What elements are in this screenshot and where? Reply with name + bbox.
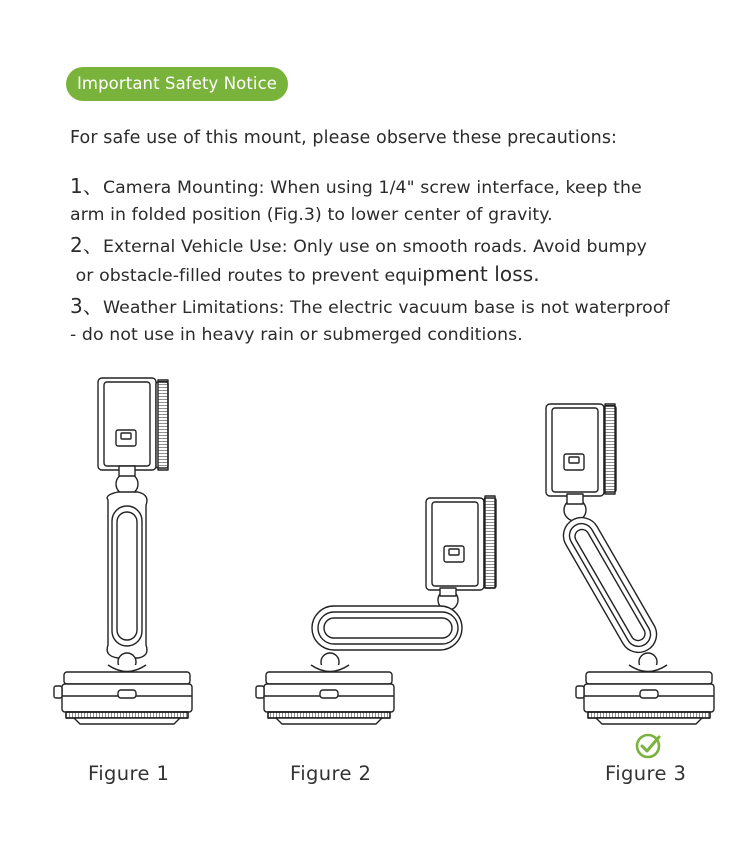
figure-2-mount	[256, 496, 496, 724]
item-text: Weather Limitations: The electric vacuum base is not waterproof	[102, 298, 670, 318]
precaution-item-3	[70, 293, 670, 349]
precaution-item-2	[70, 232, 647, 290]
figure-1-caption: Figure 1	[88, 762, 170, 785]
item-text: Camera Mounting: When using 1/4" screw interface, keep the	[102, 178, 642, 198]
mount-illustrations	[0, 360, 750, 730]
item-text: External Vehicle Use: Only use on smooth roads. Avoid bumpy	[102, 237, 647, 257]
item-text-continued: arm in folded position (Fig.3) to lower center of gravity.	[70, 205, 553, 225]
checkmark-icon	[635, 733, 663, 759]
figure-3-mount	[546, 404, 714, 724]
safety-notice-badge: Important Safety Notice	[66, 67, 288, 101]
precaution-item-1	[70, 173, 642, 229]
figure-2-caption: Figure 2	[290, 762, 372, 785]
figure-1-mount	[54, 378, 192, 724]
item-text-continued: or obstacle-filled routes to prevent equi	[70, 266, 423, 286]
item-number: 2、	[70, 233, 103, 257]
item-number: 1、	[70, 174, 103, 198]
item-text-continued: - do not use in heavy rain or submerged conditions.	[70, 325, 523, 345]
intro-text: For safe use of this mount, please observe these precautions:	[70, 128, 618, 148]
item-number: 3、	[70, 294, 103, 318]
item-text-continued-large: pment loss.	[422, 262, 540, 286]
figure-3-caption: Figure 3	[605, 762, 687, 785]
